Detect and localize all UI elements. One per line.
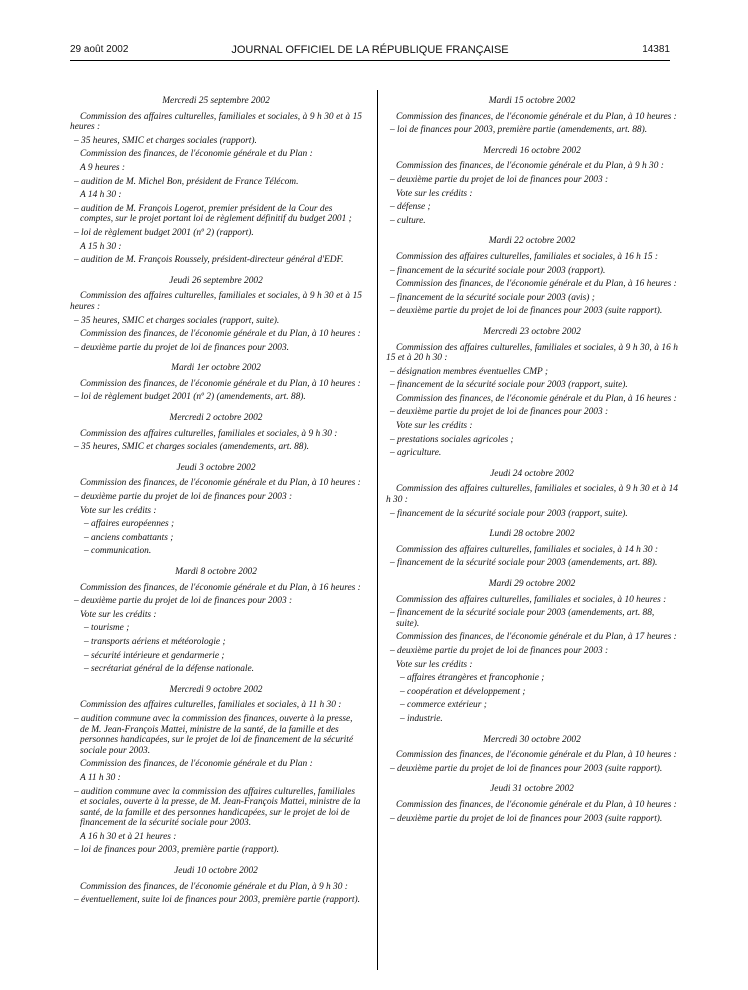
- schedule-line: Vote sur les crédits :: [396, 421, 473, 432]
- commission-paragraph: Commission des finances, de l'économie générale et du Plan, à 10 heures :: [80, 478, 361, 489]
- agenda-subitem: – affaires étrangères et francophonie ;: [400, 673, 545, 684]
- schedule-line: A 15 h 30 :: [80, 241, 122, 252]
- agenda-item: – loi de finances pour 2003, première partie (amendements, art. 88).: [390, 125, 648, 136]
- agenda-item: – deuxième partie du projet de loi de finances pour 2003 (suite rapport).: [390, 813, 663, 824]
- commission-paragraph: Commission des finances, de l'économie générale et du Plan, à 16 heures :: [80, 582, 361, 593]
- schedule-line: A 11 h 30 :: [80, 772, 121, 783]
- agenda-item: – financement de la sécurité sociale pour 2003 (amendements, art. 88, suite).: [390, 608, 655, 629]
- agenda-item: – audition de M. François Logerot, premier président de la Cour des comptes, sur le projet portant loi de règlement définitif du budget 2001 ;: [74, 203, 352, 225]
- commission-paragraph: Commission des finances, de l'économie générale et du Plan, à 17 heures :: [396, 632, 677, 643]
- day-heading: Mercredi 16 octobre 2002: [483, 145, 581, 156]
- schedule-line: A 16 h 30 et à 21 heures :: [80, 831, 177, 842]
- agenda-item: – deuxième partie du projet de loi de finances pour 2003 :: [390, 645, 609, 656]
- agenda-subitem: – sécurité intérieure et gendarmerie ;: [84, 650, 225, 661]
- commission-paragraph: Commission des finances, de l'économie générale et du Plan, à 10 heures :: [80, 378, 361, 389]
- left-column: [70, 96, 362, 909]
- agenda-item: – deuxième partie du projet de loi de finances pour 2003 (suite rapport).: [390, 763, 663, 774]
- agenda-item: – financement de la sécurité sociale pour 2003 (rapport, suite).: [390, 380, 628, 391]
- schedule-line: A 14 h 30 :: [80, 190, 122, 201]
- day-heading: Mardi 8 octobre 2002: [175, 567, 257, 577]
- agenda-item: – désignation membres éventuelles CMP ;: [390, 366, 549, 377]
- commission-paragraph: Commission des affaires culturelles, familiales et sociales, à 14 h 30 :: [396, 544, 659, 555]
- day-heading: Jeudi 24 octobre 2002: [490, 468, 574, 479]
- day-heading: Jeudi 31 octobre 2002: [490, 784, 574, 795]
- commission-paragraph: Commission des finances, de l'économie générale et du Plan, à 10 heures :: [396, 750, 677, 761]
- agenda-item: – 35 heures, SMIC et charges sociales (rapport, suite).: [74, 315, 280, 326]
- commission-paragraph: Commission des affaires culturelles, familiales et sociales, à 9 h 30 :: [80, 428, 338, 439]
- agenda-subitem: – transports aériens et météorologie ;: [84, 636, 226, 647]
- commission-paragraph: Commission des finances, de l'économie générale et du Plan, à 16 heures :: [396, 393, 677, 404]
- commission-paragraph: Commission des affaires culturelles, familiales et sociales, à 9 h 30 et à 14 h 30 :: [386, 484, 678, 506]
- agenda-item: – deuxième partie du projet de loi de finances pour 2003 :: [74, 596, 293, 607]
- day-heading: Mardi 22 octobre 2002: [488, 236, 576, 247]
- day-heading: Lundi 28 octobre 2002: [489, 529, 575, 540]
- commission-paragraph: Commission des finances, de l'économie générale et du Plan, à 10 heures :: [396, 799, 677, 810]
- agenda-item: – 35 heures, SMIC et charges sociales (rapport).: [74, 135, 257, 146]
- agenda-item: – deuxième partie du projet de loi de finances pour 2003 (suite rapport).: [390, 306, 663, 317]
- day-heading: Jeudi 10 octobre 2002: [174, 866, 258, 877]
- agenda-item: – agriculture.: [390, 448, 442, 459]
- schedule-line: Vote sur les crédits :: [80, 505, 157, 516]
- commission-paragraph: Commission des affaires culturelles, familiales et sociales, à 9 h 30 et à 15 heures :: [70, 111, 362, 133]
- day-heading: Mardi 1er octobre 2002: [171, 363, 261, 374]
- day-heading: Mercredi 2 octobre 2002: [169, 413, 263, 424]
- agenda-item: – prestations sociales agricoles ;: [390, 434, 514, 445]
- agenda-item: – défense ;: [390, 202, 431, 213]
- schedule-line: Vote sur les crédits :: [396, 659, 473, 670]
- commission-paragraph: Commission des affaires culturelles, familiales et sociales, à 9 h 30 et à 15 heures :: [70, 291, 362, 312]
- agenda-subitem: – secrétariat général de la défense nationale.: [84, 664, 255, 675]
- agenda-subitem: – industrie.: [400, 713, 443, 724]
- agenda-item: – financement de la sécurité sociale pour 2003 (rapport, suite).: [390, 508, 628, 519]
- agenda-item: – audition de M. François Roussely, président-directeur général d'EDF.: [74, 255, 344, 266]
- agenda-item: – loi de règlement budget 2001 (nº 2) (rapport).: [74, 227, 254, 238]
- agenda-item: – financement de la sécurité sociale pour 2003 (rapport).: [390, 265, 606, 276]
- agenda-item: – financement de la sécurité sociale pour 2003 (avis) ;: [390, 292, 595, 303]
- commission-paragraph: Commission des finances, de l'économie générale et du Plan, à 9 h 30 :: [396, 161, 664, 172]
- commission-paragraph: Commission des affaires culturelles, familiales et sociales, à 16 h 15 :: [396, 251, 659, 262]
- agenda-item: – culture.: [390, 215, 426, 226]
- agenda-subitem: – tourisme ;: [84, 623, 130, 634]
- day-heading: Mercredi 25 septembre 2002: [162, 96, 270, 106]
- day-heading: Mercredi 30 octobre 2002: [483, 734, 581, 745]
- agenda-item: – audition commune avec la commission des finances, ouverte à la presse, de M. Jean-François Mattei, ministre de la santé, de la famille et des personnes handicapées, sur le projet de loi de financement de la sécurité sociale pour 2003.: [74, 713, 354, 756]
- agenda-item: – financement de la sécurité sociale pour 2003 (amendements, art. 88).: [390, 558, 658, 569]
- agenda-item: – loi de règlement budget 2001 (nº 2) (amendements, art. 88).: [74, 392, 306, 403]
- agenda-item: – audition de M. Michel Bon, président de France Télécom.: [74, 176, 299, 187]
- day-heading: Mardi 29 octobre 2002: [488, 579, 576, 589]
- commission-paragraph: Commission des finances, de l'économie générale et du Plan, à 10 heures :: [80, 329, 361, 340]
- agenda-item: – éventuellement, suite loi de finances pour 2003, première partie (rapport).: [74, 895, 360, 906]
- agenda-subitem: – affaires européennes ;: [84, 519, 175, 530]
- commission-paragraph: Commission des affaires culturelles, familiales et sociales, à 9 h 30, à 16 h 15 et à 20 h 30 :: [386, 342, 678, 364]
- commission-paragraph: Commission des finances, de l'économie générale et du Plan, à 10 heures :: [396, 111, 677, 122]
- page-header: [70, 44, 670, 58]
- journal-title: JOURNAL OFFICIEL DE LA RÉPUBLIQUE FRANÇAISE: [231, 44, 509, 56]
- agenda-item: – deuxième partie du projet de loi de finances pour 2003.: [74, 342, 289, 353]
- agenda-item: – loi de finances pour 2003, première partie (rapport).: [74, 845, 280, 856]
- commission-paragraph: Commission des finances, de l'économie générale et du Plan, à 16 heures :: [396, 279, 677, 290]
- column-divider: [377, 90, 378, 970]
- schedule-line: A 9 heures :: [80, 162, 126, 173]
- right-column: [386, 96, 678, 827]
- schedule-line: Vote sur les crédits :: [396, 188, 473, 199]
- agenda-item: – audition commune avec la commission des affaires culturelles, familiales et sociales, ouverte à la presse, de M. Jean-François Mattei, ministre de la santé, de la famille et des personnes handicapées, sur le projet de loi de financement de la sécurité sociale pour 2003.: [74, 786, 361, 829]
- agenda-subitem: – communication.: [84, 546, 152, 557]
- agenda-item: – deuxième partie du projet de loi de finances pour 2003 :: [74, 492, 293, 503]
- day-heading: Jeudi 3 octobre 2002: [176, 462, 256, 473]
- header-date: 29 août 2002: [70, 44, 129, 55]
- commission-paragraph: Commission des finances, de l'économie générale et du Plan :: [80, 149, 313, 160]
- day-heading: Jeudi 26 septembre 2002: [169, 275, 263, 286]
- agenda-item: – deuxième partie du projet de loi de finances pour 2003 :: [390, 407, 609, 418]
- page-number: 14381: [642, 44, 670, 55]
- agenda-subitem: – commerce extérieur ;: [400, 700, 487, 711]
- day-heading: Mercredi 9 octobre 2002: [169, 684, 263, 695]
- commission-paragraph: Commission des finances, de l'économie générale et du Plan :: [80, 759, 313, 770]
- schedule-line: Vote sur les crédits :: [80, 609, 157, 620]
- agenda-item: – deuxième partie du projet de loi de finances pour 2003 :: [390, 174, 609, 185]
- agenda-item: – 35 heures, SMIC et charges sociales (amendements, art. 88).: [74, 442, 309, 453]
- agenda-subitem: – anciens combattants ;: [84, 532, 174, 543]
- commission-paragraph: Commission des affaires culturelles, familiales et sociales, à 11 h 30 :: [80, 700, 342, 711]
- commission-paragraph: Commission des affaires culturelles, familiales et sociales, à 10 heures :: [396, 594, 667, 605]
- header-rule: [70, 60, 670, 61]
- commission-paragraph: Commission des finances, de l'économie générale et du Plan, à 9 h 30 :: [80, 881, 348, 892]
- day-heading: Mercredi 23 octobre 2002: [483, 326, 581, 337]
- agenda-subitem: – coopération et développement ;: [400, 686, 526, 697]
- day-heading: Mardi 15 octobre 2002: [488, 96, 576, 106]
